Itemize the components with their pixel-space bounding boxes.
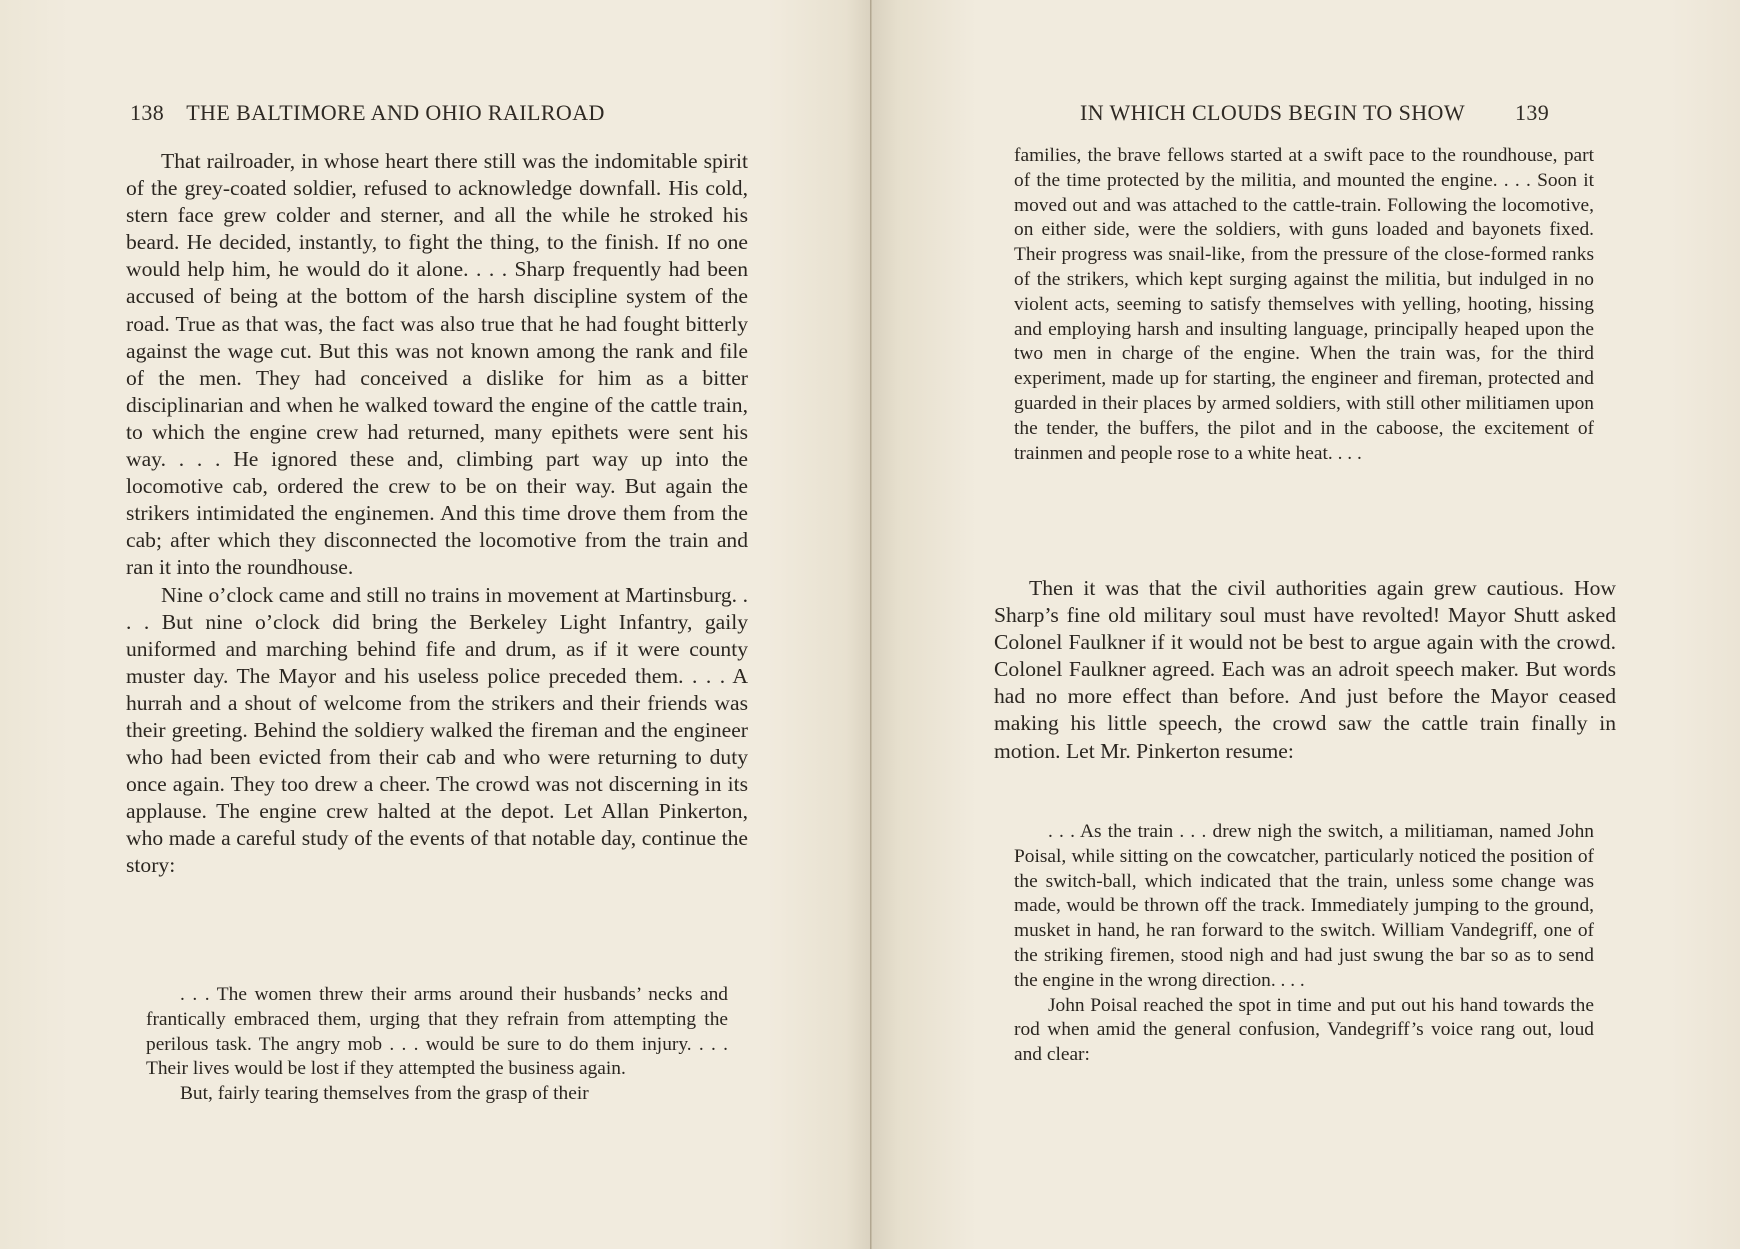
- left-main-text: [126, 148, 748, 880]
- quote-paragraph: families, the brave fellows started at a swift pace to the roundhouse, part of the time protected by the militia, and mounted the engine. . . . Soon it moved out and was attached to the cattle-train. Following the locomotive, on either side, were the soldiers, with guns loaded and bayonets fixed. Their progress was snail-like, from the pressure of the close-formed ranks of the strikers, which kept surging against the militia, but indulged in no violent acts, seeming to satisfy themselves with yelling, hooting, hissing and employing harsh and insulting language, principally heaped upon the two men in charge of the engine. When the train was, for the third experiment, made up for starting, the engineer and fireman, protected and guarded in their places by armed soldiers, with still other militiamen upon the tender, the buffers, the pilot and in the caboose, the excitement of trainmen and people rose to a white heat. . . .: [1014, 145, 1594, 464]
- quote-paragraph: . . . As the train . . . drew nigh the switch, a militiaman, named John Poisal, while sitting on the cowcatcher, particularly noticed the position of the switch-ball, which indicated that the train, unless some change was made, would be thrown off the track. Immediately jumping to the ground, musket in hand, he ran forward to the switch. William Vandegriff, one of the striking firemen, stood nigh and had just swung the bar so as to send the engine in the wrong direction. . . .: [1014, 821, 1594, 991]
- page-number: 139: [1515, 100, 1550, 125]
- quote-paragraph: John Poisal reached the spot in time and put out his hand towards the rod when amid the general confusion, Vandegriff’s voice rang out, loud and clear:: [1014, 994, 1594, 1066]
- paragraph: That railroader, in whose heart there still was the indomitable spirit of the grey-coated soldier, refused to acknowledge downfall. His cold, stern face grew colder and sterner, and all the while he stroked his beard. He decided, instantly, to fight the thing, to the finish. If no one would help him, he would do it alone. . . . Sharp frequently had been accused of being at the bottom of the harsh discipline system of the road. True as that was, the fact was also true that he had fought bitterly against the wage cut. But this was not known among the rank and file of the men. They had conceived a dislike for him as a bitter disciplinarian and when he walked toward the engine of the cattle train, to which the engine crew had returned, many epithets were sent his way. . . . He ignored these and, climbing part way up into the locomotive cab, ordered the crew to be on their way. But again the strikers intimidated the enginemen. And this time drove them from the cab; after which they disconnected the locomotive from the train and ran it into the roundhouse.: [126, 149, 748, 580]
- left-running-head: [130, 100, 605, 126]
- right-block-quote: [1014, 820, 1594, 1068]
- quote-paragraph: . . . The women threw their arms around their husbands’ necks and frantically embraced them, urging that they refrain from attempting the perilous task. The angry mob . . . would be sure to do them injury. . . . Their lives would be lost if they attempted the business again.: [146, 984, 728, 1080]
- right-quote-continuation: [1014, 144, 1594, 466]
- right-page: [872, 0, 1740, 1249]
- right-main-text: [994, 575, 1616, 765]
- left-block-quote: [146, 983, 728, 1107]
- right-running-head: [1080, 100, 1549, 126]
- book-gutter: [870, 0, 872, 1249]
- running-head-title: IN WHICH CLOUDS BEGIN TO SHOW: [1080, 100, 1465, 125]
- paragraph: Then it was that the civil authorities again grew cautious. How Sharp’s fine old military soul must have revolted! Mayor Shutt asked Colonel Faulkner if it would not be best to argue again with the crowd. Colonel Faulkner agreed. Each was an adroit speech maker. But words had no more effect than before. And just before the Mayor ceased making his little speech, the crowd saw the cattle train finally in motion. Let Mr. Pinkerton resume:: [994, 576, 1616, 763]
- running-head-title: THE BALTIMORE AND OHIO RAILROAD: [186, 100, 605, 125]
- paragraph: Nine o’clock came and still no trains in movement at Martinsburg. . . . But nine o’clock did bring the Berkeley Light Infantry, gaily uniformed and marching behind fife and drum, as if it were county muster day. The Mayor and his useless police preceded them. . . . A hurrah and a shout of welcome from the strikers and their friends was their greeting. Behind the soldiery walked the fireman and the engineer who had been evicted from their cab and who were returning to duty once again. They too drew a cheer. The crowd was not discerning in its applause. The engine crew halted at the depot. Let Allan Pinkerton, who made a careful study of the events of that notable day, continue the story:: [126, 582, 748, 878]
- page-number: 138: [130, 100, 165, 125]
- quote-paragraph: But, fairly tearing themselves from the grasp of their: [180, 1083, 589, 1105]
